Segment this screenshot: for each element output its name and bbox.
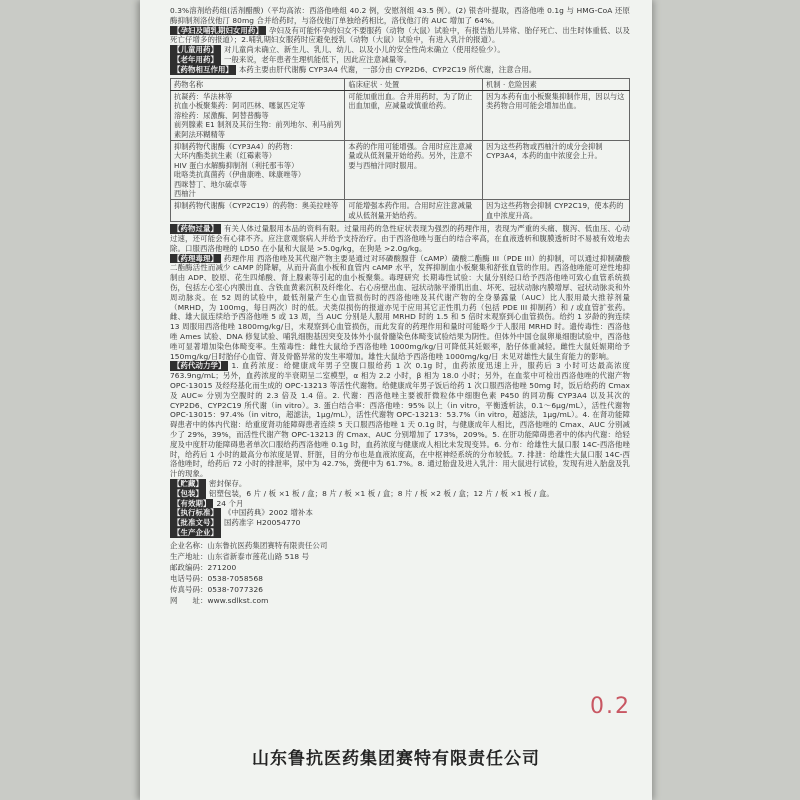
children-section: [170, 45, 630, 55]
manufacturer-fax: 传真号码：0538-7077326: [170, 584, 264, 594]
pharmacokinetics-text: 1. 血药浓度：给健康成年男子空腹口服给药 1 次 0.1g 时，血药浓度迅速上升，服药后 3 小时可达最高浓度 763.9ng/mL；另外，血药浓度的半衰期呈二室模型，α 相为 2.2 小时，β 相为 18.0 小时；另外，在血浆中可检出西洛他唑的代谢产物 OPC-13015 及经羟基化而生成的 OPC-13213 等活性代谢物。给健康成年男子饭后给药 1 次口服西洛他唑 50mg 时，饭后给药的 Cmax 及 AUC∞ 分别为空腹时的 2.3 倍及 1.4 倍。2. 代谢：西洛他唑主要被肝微粒体中细胞色素 P450 的同功酶 CYP3A4 以及其次的 CYP2D6、CYP2C19 所代谢（in vitro）。3. 蛋白结合率：西洛他唑：95% 以上（in vitro，平衡透析法，0.1～6μg/mL），活性代谢物 OPC-13015：97.4%（in vitro，超滤法，1μg/mL），活性代谢物 OPC-13213：53.7%（in vitro，超滤法，1μg/mL）。4. 在肾功能障碍患者中的体内代谢：给重度肾功能障碍患者连续 5 天口服西洛他唑 1 天 0.1g 时，与健康成年人相比，西洛他唑的 Cmax、AUC 分别减少了 29%，39%，而活性代谢产物 OPC-13213 的 Cmax、AUC 分别增加了 173%，209%。5. 在肝功能障碍患者中的体内代谢：给轻度及中度肝功能障碍患者单次口服给药西洛他唑 0.1g 时，血药浓度与健康成人相比未发现变异。6. 分布：给雄性大鼠口服 14C-西洛他唑时，给药后 1 小时的最高分布浓度是胃、肝脏，目的分布也是血液浓度高，在中枢神经系统的分布较低。7. 排泄：给雄性大鼠口服 14C-西洛他唑时，给药后 72 小时的排泄率，尿中为 42.7%，粪便中为 61.7%。8. 通过胎盘及进入乳汁：用大鼠进行试验，发现有进入胎盘及乳汁的现象。: [170, 361, 630, 479]
manufacturer-website: 网 址：www.sdlkst.com: [170, 595, 269, 605]
pregnancy-section: [170, 26, 630, 46]
intro-paragraph: 0.3%溶剂给药组(活剂醋酸)（平均高浓：西洛他唑组 40.2 例，安慰剂组 43.5 例）。(2) 银杏叶提取，西洛他唑 0.1g 与 HMG-CoA 还原酶抑制剂洛伐他汀 80mg 合并给药时，与洛伐他汀单独给药相比，洛伐他汀的 AUC 增加了 64%。: [170, 6, 630, 25]
package-insert-leaflet: [140, 0, 652, 800]
overdose-section: [170, 224, 630, 253]
toxicology-text: 药理作用 西洛他唑及其代谢产物主要是通过对环磷酸腺苷（cAMP）磷酸二酯酶 III（PDE III）的抑制，可以通过抑制磷酸二酯酶活性而减少 cAMP 的降解，从而升高血小板和血管内 cAMP 水平，发挥抑制血小板聚集和舒张血管的作用。西洛他唑能可逆性地抑制由 ADP、胶原、花生四烯酸、肾上腺素等引起的血小板聚集。毒理研究 长期毒性试验：大鼠分别经口给予西洛他唑可致心血管系统损伤，包括左心室心内膜出血、含铁血黄素沉积及纤维化、右心房壁出血、冠状动脉平滑肌出血、坏死、冠状动脉内膜增厚、冠状动脉炎和外周动脉炎。在 52 周的试验中，最低剂量产生心血管损伤时的西洛他唑及其代谢产物的全身暴露量（AUC）比人服用最大推荐剂量（MRHD，为 100mg，每日两次）时的低。犬类似损伤的报道亦见于应用其它正性肌力药（包括 PDE III 抑制药）和 / 或血管扩张药。雌、雄大鼠连续给予西洛他唑 5 或 13 周，当 AUC 分别是人服用 MRHD 时的 1.5 和 5 倍时未观察到心血管损伤。给约 1 岁龄的狗连续 13 周服用西洛他唑 1800mg/kg/日，未观察到心血管损伤，而此发育的药理作用和量时可能略少于人服用 MRHD 时。遗传毒性：西洛他唑 Ames 试验、DNA 修复试验、哺乳细胞基因突变及体外小鼠骨髓染色体畸变试验结果为阴性。但体外中国仓鼠卵巢细胞试验中，西洛他唑可显著增加染色体畸变率。生殖毒性：雌性大鼠给予西洛他唑 1000mg/kg/日可降低其妊娠率，胎仔体重减轻。雌性大鼠妊娠期给予 150mg/kg/日时胎仔心血管、肾及骨骼异常的发生率增加。雄性大鼠给予西洛他唑 1000mg/kg/日 未见对雄性大鼠生育能力的影响。: [170, 253, 630, 361]
manufacturer-details: [170, 540, 630, 606]
pharmacokinetics-heading: 【药代动力学】: [170, 361, 228, 371]
table-row: [171, 141, 630, 200]
package-heading: 【包装】: [170, 489, 206, 499]
validity-section: [170, 499, 630, 509]
package-section: [170, 489, 630, 499]
manufacturer-name: 企业名称：山东鲁抗医药集团赛特有限责任公司: [170, 540, 328, 550]
table-cell-symptom: 可能增强本药作用。合用时应注意减量或从低剂量开始给药。: [345, 200, 483, 222]
elderly-heading: 【老年用药】: [170, 55, 221, 65]
manufacturer-section: [170, 528, 630, 538]
elderly-section: [170, 55, 630, 65]
storage-heading: 【贮藏】: [170, 479, 206, 489]
interaction-heading: 【药物相互作用】: [170, 65, 236, 75]
standard-heading: 【执行标准】: [170, 508, 221, 518]
table-cell-mechanism: 因为这些药物会抑制 CYP2C19，使本药的血中浓度升高。: [483, 200, 630, 222]
approval-text: 国药准字 H20054770: [223, 518, 301, 528]
pregnancy-text: 孕妇及有可能怀孕的妇女不要服药（动物（大鼠）试验中，有报告胎儿异常、胎仔死亡、出生时体重低、以及死亡仔增多的报道）；2.哺乳期妇女服药时应避免授乳（动物（大鼠）试验中，有进入乳汁的报道）。: [170, 25, 630, 45]
interaction-table-header-row: [171, 78, 630, 90]
toxicology-heading: 【药理毒理】: [170, 254, 221, 264]
interaction-text: 本药主要由肝代谢酶 CYP3A4 代谢，一部分由 CYP2D6、CYP2C19 所代谢，注意合用。: [238, 64, 537, 74]
storage-text: 密封保存。: [208, 478, 247, 488]
leaflet-content: [170, 6, 630, 606]
table-cell-drug: 抑制药物代谢酶（CYP2C19）的药物：奥美拉唑等: [171, 200, 345, 222]
pharmacokinetics-section: [170, 361, 630, 479]
table-cell-drug: 抗凝药：华法林等 抗血小板聚集药：阿司匹林、噻氯匹定等 溶栓药：尿激酶、阿替普酶等 前列腺素 E1 制剂及其衍生物：前列地尔、利马前列素阿法环糊精等: [171, 90, 345, 140]
toxicology-section: [170, 254, 630, 362]
manufacturer-heading: 【生产企业】: [170, 528, 221, 538]
pregnancy-heading: 【孕妇及哺乳期妇女用药】: [170, 26, 266, 36]
standard-text: 《中国药典》2002 增补本: [223, 508, 314, 518]
table-row: [171, 90, 630, 140]
manufacturer-phone: 电话号码：0538-7058568: [170, 573, 264, 583]
manufacturer-postcode: 邮政编码：271200: [170, 562, 237, 572]
elderly-text: 一般来说，老年患者生理机能低下，因此应注意减量等。: [223, 54, 412, 64]
approval-section: [170, 518, 630, 528]
overdose-text: 有关人体过量服用本品的资料有限。过量用药的急性症状表现为强烈的药理作用，表现为严重的头痛、腹泻、低血压、心动过速，还可能会有心律不齐。应注意观察病人并给予支持治疗。由于西洛他唑与蛋白的结合率高，在血液透析和腹膜透析时不易被有效地去除。口服西洛他唑的 LD50 在小鼠和大鼠是 >5.0g/kg，在狗是 >2.0g/kg。: [170, 224, 630, 253]
children-heading: 【儿童用药】: [170, 45, 221, 55]
table-row: [171, 200, 630, 222]
table-cell-symptom: 本药的作用可能增强。合用时应注意减量或从低剂量开始给药。另外，注意不要与西柚汁同时服用。: [345, 141, 483, 200]
overdose-heading: 【药物过量】: [170, 224, 221, 234]
approval-heading: 【批准文号】: [170, 518, 221, 528]
manufacturer-address: 生产地址：山东省新泰市莲花山路 518 号: [170, 551, 310, 561]
validity-text: 24 个月: [216, 498, 244, 508]
interaction-section: [170, 65, 630, 75]
red-ink-stamp: 0.2: [590, 694, 631, 719]
package-text: 铝塑包装，6 片 / 板 ×1 板 / 盒；8 片 / 板 ×1 板 / 盒；8 片 / 板 ×2 板 / 盒；12 片 / 板 ×1 板 / 盒。: [208, 488, 554, 498]
table-cell-mechanism: 因为这些药物或西柚汁的成分会抑制 CYP3A4，本药的血中浓度会上升。: [483, 141, 630, 200]
standard-section: [170, 508, 630, 518]
table-cell-drug: 抑制药物代谢酶（CYP3A4）的药物： 大环内酯类抗生素（红霉素等） HIV 蛋白水解酶抑制剂（利托那韦等） 吡咯类抗真菌药（伊曲康唑、咪康唑等） 西咪替丁、地尔硫卓等 西柚汁: [171, 141, 345, 200]
children-text: 对儿童尚未确立、新生儿、乳儿、幼儿、以及小儿的安全性尚未确立（使用经验少）。: [223, 45, 505, 55]
table-header-symptom: 临床症状 · 处置: [345, 78, 483, 90]
validity-heading: 【有效期】: [170, 499, 213, 509]
storage-section: [170, 479, 630, 489]
table-cell-mechanism: 因为本药有血小板聚集抑制作用，因以与这类药物合用可能会增加出血。: [483, 90, 630, 140]
footer-company-name: 山东鲁抗医药集团赛特有限责任公司: [252, 749, 540, 769]
interaction-table: [170, 78, 630, 223]
table-header-drug: 药物名称: [171, 78, 345, 90]
table-header-mechanism: 机制 · 危险因素: [483, 78, 630, 90]
table-cell-symptom: 可能加重出血。合并用药时，为了防止出血加重，应减量或慎重给药。: [345, 90, 483, 140]
